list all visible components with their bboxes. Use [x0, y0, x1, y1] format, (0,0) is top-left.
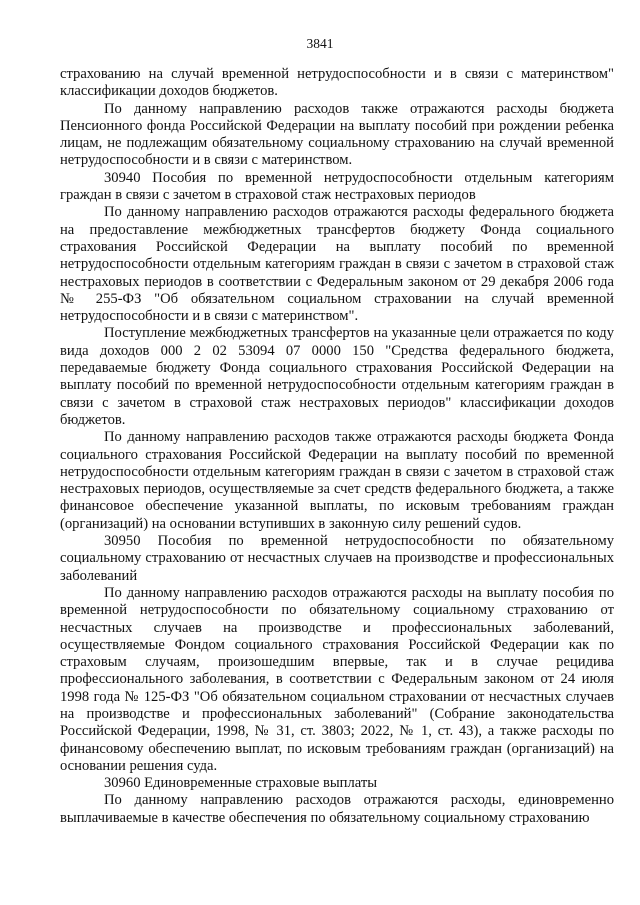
section-heading-30950: 30950 Пособия по временной нетрудоспособности по обязательному социальному страхованию от несчастных случаев на производстве и профессиональных заболеваний [60, 533, 614, 584]
page-number: 3841 [306, 36, 334, 51]
section-heading-30940: 30940 Пособия по временной нетрудоспособности отдельным категориям граждан в связи с зачетом в страховой стаж нестраховых периодов [60, 169, 614, 204]
section-heading-30960: 30960 Единовременные страховые выплаты [104, 775, 378, 792]
paragraph: По данному направлению расходов отражаются расходы федерального бюджета на предоставление межбюджетных трансфертов бюджету Фонда социального страхования Российской Федерации на выплату пособий по временной нетрудоспособности отдельным категориям граждан в связи с зачетом в страховой стаж нестраховых периодов в соответствии с Федеральным законом от 29 декабря 2006 года № 255-ФЗ "Об обязательном социальном страховании на случай временной нетрудоспособности и в связи с материнством". [60, 204, 614, 325]
paragraph: Поступление межбюджетных трансфертов на указанные цели отражается по коду вида доходов 000 2 02 53094 07 0000 150 "Средства федерального бюджета, передаваемые бюджету Фонда социального страхования Российской Федерации на выплату пособий по временной нетрудоспособности отдельным категориям граждан в связи с зачетом в страховой стаж нестраховых периодов" классификации доходов бюджетов. [60, 325, 614, 428]
paragraph: По данному направлению расходов также отражаются расходы бюджета Фонда социального страхования Российской Федерации на выплату пособий по временной нетрудоспособности отдельным категориям граждан в связи с зачетом в страховой стаж нестраховых периодов, осуществляемые за счет средств федерального бюджета, а также финансовое обеспечение указанной выплаты, по исковым требованиям граждан (организаций) на основании вступивших в законную силу решений судов. [60, 429, 614, 532]
paragraph-continuation: страхованию на случай временной нетрудоспособности и в связи с материнством" классификации доходов бюджетов. [60, 66, 614, 100]
paragraph: По данному направлению расходов также отражаются расходы бюджета Пенсионного фонда Российской Федерации на выплату пособий при рождении ребенка лицам, не подлежащим обязательному социальному страхованию на случай временной нетрудоспособности и в связи с материнством. [60, 100, 614, 169]
document-body [60, 66, 614, 827]
paragraph: По данному направлению расходов отражаются расходы, единовременно выплачиваемые в качестве обеспечения по обязательному социальному страхованию [60, 792, 614, 826]
paragraph: По данному направлению расходов отражаются расходы на выплату пособия по временной нетрудоспособности по обязательному социальному страхованию от несчастных случаев на производстве и профессиональных заболеваний, осуществляемые Фондом социального страхования Российской Федерации как по страховым случаям, произошедшим впервые, так и в случае рецидива профессионального заболевания, в соответствии с Федеральным законом от 24 июля 1998 года № 125-ФЗ "Об обязательном социальном страховании от несчастных случаев на производстве и профессиональных заболеваний" (Собрание законодательства Российской Федерации, 1998, № 31, ст. 3803; 2022, № 1, ст. 43), а также расходы по финансовому обеспечению выплат, по исковым требованиям граждан (организаций) на основании решения суда. [60, 584, 614, 774]
